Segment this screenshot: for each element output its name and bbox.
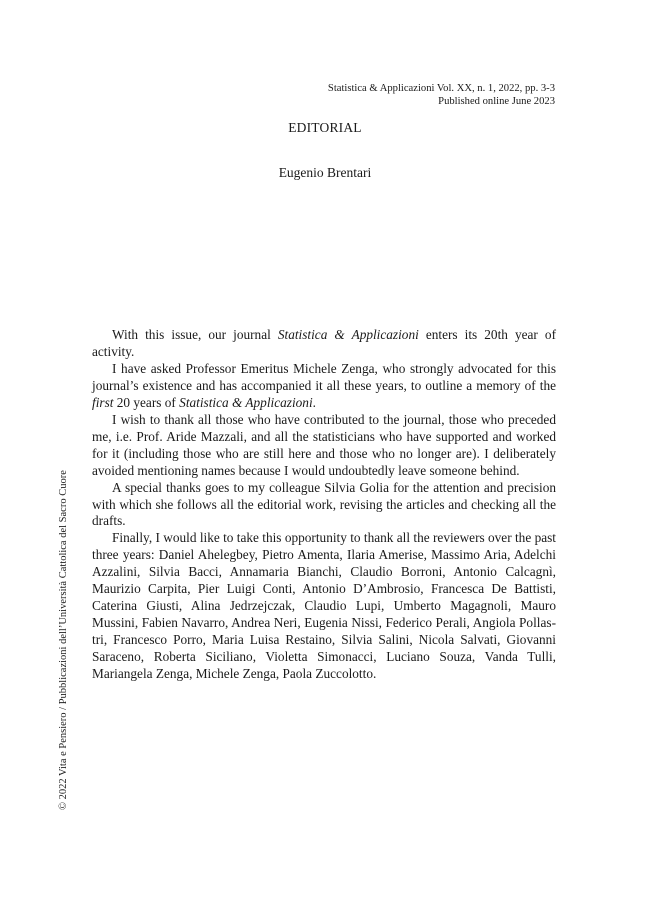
journal-name: Statistica & Applicazioni bbox=[277, 327, 419, 342]
paragraph-2-text-e: . bbox=[312, 394, 316, 410]
paragraph-2-text-a: I have asked Professor Emeritus Michele Zenga, who strongly advocated for this journal’s existence and has accompanied it all these years, to outline a memory of the bbox=[92, 360, 556, 393]
publication-date: Published online June 2023 bbox=[438, 96, 555, 107]
emphasis-first: first bbox=[92, 394, 114, 410]
paragraph-1-text-a: With this issue, our journal bbox=[112, 327, 278, 342]
paragraph-3: I wish to thank all those who have contributed to the journal, those who preceded me, i.e. Prof. Aride Mazzali, and all the statisticians who have supported and worked for it (including those who are still here and those who no longer are). I deliberately avoided mentioning names because I would undoubtedly leave someone behind. bbox=[92, 411, 556, 478]
journal-citation: Statistica & Applicazioni Vol. XX, n. 1, 2022, pp. 3-3 bbox=[327, 83, 555, 94]
paragraph-5: Finally, I would like to take this opportunity to thank all the reviewers over the past three years: Daniel Ahelegbey, Pietro Amenta, Ilaria Amerise, Massimo Aria, Adelchi Azzalini, Silvia Bacci, Annamaria Bianchi, Claudio Borroni, Antonio Calcagnì, Maurizio Carpita, Pier Luigi Conti, Antonio D’Ambrosio, Francesca De Battisti, Caterina Giusti, Alina Jedrzejczak, Claudio Lupi, Umberto Magagnoli, Mauro Mussini, Fabien Navarro, Andrea Neri, Eugenia Nissi, Federico Perali, Angiola Pollastri, Francesco Porro, Maria Luisa Restaino, Silvia Salini, Nicola Salvati, Giovanni Saraceno, Roberta Siciliano, Violetta Simonacci, Luciano Souza, Vanda Tulli, Mariangela Zenga, Michele Zenga, Paola Zuccolotto. bbox=[92, 530, 556, 682]
paragraph-2-text-c: 20 years of bbox=[113, 394, 180, 410]
page-title: EDITORIAL bbox=[288, 120, 362, 135]
author-name: Eugenio Brentari bbox=[278, 165, 372, 180]
paragraph-1-text-c: enters its 20th year of activity. bbox=[92, 327, 556, 359]
paragraph-4: A special thanks goes to my colleague Silvia Golia for the attention and precision with which she follows all the editorial work, revising the articles and checking all the drafts. bbox=[92, 479, 556, 529]
copyright-sidebar: © 2022 Vita e Pensiero / Pubblicazioni dell’Università Cattolica del Sacro Cuore bbox=[58, 470, 69, 810]
journal-name: Statistica & Applicazioni bbox=[179, 394, 313, 410]
paragraph-2 bbox=[92, 361, 556, 412]
paragraph-1 bbox=[92, 327, 556, 361]
editorial-body bbox=[92, 327, 556, 683]
citation-header bbox=[328, 82, 555, 108]
